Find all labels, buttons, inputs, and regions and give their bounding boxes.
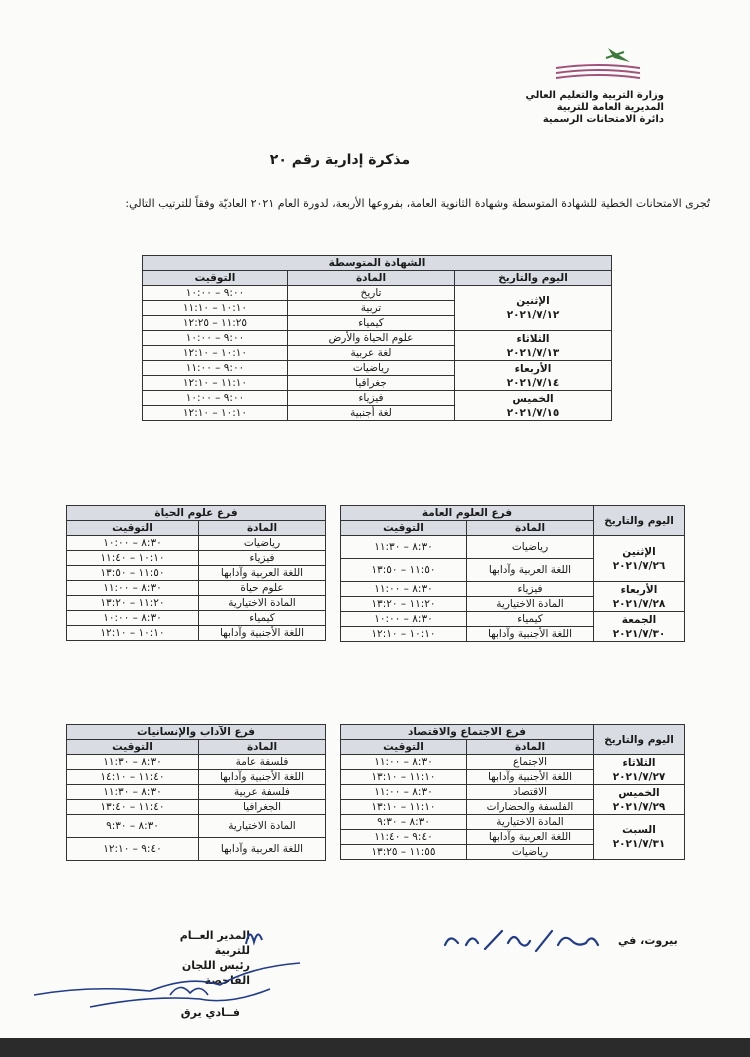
time-cell: ١١:٢٠ – ١٣:٢٠ xyxy=(67,596,199,611)
header-subject: المادة xyxy=(199,521,326,536)
subject-cell: المادة الاختيارية xyxy=(199,596,326,611)
time-cell: ٨:٣٠ – ١١:٠٠ xyxy=(67,581,199,596)
subject-cell: اللغة العربية وآدابها xyxy=(199,838,326,861)
director-name: فــادي يرق xyxy=(180,1006,240,1019)
time-cell: ٨:٣٠ – ١٠:٠٠ xyxy=(67,611,199,626)
table-row xyxy=(143,391,612,406)
table-row xyxy=(341,582,685,597)
header-time: التوقيت xyxy=(341,521,467,536)
subject-cell: رياضيات xyxy=(199,536,326,551)
day-date-cell xyxy=(594,582,685,612)
time-cell: ١١:٢٠ – ١٣:٢٠ xyxy=(341,597,467,612)
header-time: التوقيت xyxy=(67,740,199,755)
day-date-cell xyxy=(594,536,685,582)
subject-cell: لغة عربية xyxy=(288,346,455,361)
day-date: ٢٠٢١/٧/١٣ xyxy=(506,346,560,359)
table-row xyxy=(341,536,685,559)
handwritten-date-ink xyxy=(440,925,610,957)
time-cell: ١١:١٠ – ١٢:١٠ xyxy=(143,376,288,391)
subject-cell: اللغة الأجنبية وآدابها xyxy=(199,626,326,641)
subject-cell: فلسفة عربية xyxy=(199,785,326,800)
time-cell: ٩:٠٠ – ١٠:٠٠ xyxy=(143,391,288,406)
subject-cell: اللغة الأجنبية وآدابها xyxy=(467,770,594,785)
table-row xyxy=(67,596,326,611)
subject-cell: الاجتماع xyxy=(467,755,594,770)
subject-cell: اللغة الأجنبية وآدابها xyxy=(199,770,326,785)
subject-cell: الجغرافيا xyxy=(199,800,326,815)
table-row xyxy=(67,551,326,566)
time-cell: ١١:٤٠ – ١٤:١٠ xyxy=(67,770,199,785)
table-row xyxy=(67,626,326,641)
branch-title: فرع علوم الحياة xyxy=(67,506,326,521)
day-date: ٢٠٢١/٧/٢٩ xyxy=(612,800,666,813)
subject-cell: اللغة العربية وآدابها xyxy=(467,559,594,582)
subject-cell: رياضيات xyxy=(288,361,455,376)
subject-cell: فيزياء xyxy=(199,551,326,566)
branch-title: فرع الآداب والإنسانيات xyxy=(67,725,326,740)
table-row xyxy=(67,838,326,861)
day-date: ٢٠٢١/٧/١٥ xyxy=(506,406,560,419)
table-row xyxy=(341,785,685,800)
subject-cell: تاريخ xyxy=(288,286,455,301)
day-name: الثلاثاء xyxy=(516,332,550,345)
branch-title: فرع العلوم العامة xyxy=(341,506,594,521)
day-date: ٢٠٢١/٧/٢٨ xyxy=(612,597,666,610)
general-sciences-table xyxy=(340,505,685,642)
day-date: ٢٠٢١/٧/١٤ xyxy=(506,376,560,389)
subject-cell: الفلسفة والحضارات xyxy=(467,800,594,815)
subject-cell: فيزياء xyxy=(288,391,455,406)
day-date: ٢٠٢١/٧/٣٠ xyxy=(612,627,666,640)
time-cell: ١٠:١٠ – ١١:١٠ xyxy=(143,301,288,316)
day-name: الخميس xyxy=(618,786,660,799)
time-cell: ٨:٣٠ – ١١:٠٠ xyxy=(341,582,467,597)
table-row xyxy=(341,755,685,770)
subject-cell: رياضيات xyxy=(467,536,594,559)
subject-cell: لغة أجنبية xyxy=(288,406,455,421)
time-cell: ١١:١٠ – ١٣:١٠ xyxy=(341,770,467,785)
header-time: التوقيت xyxy=(341,740,467,755)
time-cell: ٩:٠٠ – ١١:٠٠ xyxy=(143,361,288,376)
time-cell: ١١:٤٠ – ١٣:٤٠ xyxy=(67,800,199,815)
day-name: الثلاثاء xyxy=(622,756,656,769)
day-date-cell xyxy=(594,785,685,815)
header-time: التوقيت xyxy=(67,521,199,536)
department-name: دائرة الامتحانات الرسمية xyxy=(542,114,664,125)
subject-cell: كيمياء xyxy=(288,316,455,331)
time-cell: ٨:٣٠ – ٩:٣٠ xyxy=(67,815,199,838)
day-date: ٢٠٢١/٧/٢٦ xyxy=(612,559,666,572)
time-cell: ٩:٤٠ – ١١:٤٠ xyxy=(341,830,467,845)
day-date-cell xyxy=(594,755,685,785)
day-name: السبت xyxy=(622,824,656,836)
day-date-cell xyxy=(455,391,612,421)
day-date-cell xyxy=(594,815,685,860)
time-cell: ٩:٤٠ – ١٢:١٠ xyxy=(67,838,199,861)
table-row xyxy=(143,286,612,301)
time-cell: ١٠:١٠ – ١٢:١٠ xyxy=(143,406,288,421)
header-subject: المادة xyxy=(467,740,594,755)
time-cell: ٨:٣٠ – ١١:٠٠ xyxy=(341,785,467,800)
table-row xyxy=(67,566,326,581)
time-cell: ٨:٣٠ – ١٠:٠٠ xyxy=(341,612,467,627)
life-sciences-table xyxy=(66,505,326,641)
table-row xyxy=(143,331,612,346)
day-date: ٢٠٢١/٧/٣١ xyxy=(612,838,666,850)
time-cell: ٨:٣٠ – ١٠:٠٠ xyxy=(67,536,199,551)
time-cell: ٨:٣٠ – ١١:٣٠ xyxy=(67,785,199,800)
header-subject: المادة xyxy=(199,740,326,755)
day-date-cell xyxy=(455,361,612,391)
time-cell: ١١:٢٥ – ١٢:٢٥ xyxy=(143,316,288,331)
time-cell: ١١:٥٠ – ١٣:٥٠ xyxy=(67,566,199,581)
header-day-date: اليوم والتاريخ xyxy=(594,725,685,755)
table-row xyxy=(67,611,326,626)
day-date: ٢٠٢١/٧/١٢ xyxy=(506,309,560,321)
subject-cell: جغرافيا xyxy=(288,376,455,391)
time-cell: ١١:٥٠ – ١٣:٥٠ xyxy=(341,559,467,582)
ministry-logo xyxy=(548,40,648,95)
table-row xyxy=(67,770,326,785)
place-date-label: بيروت، في xyxy=(618,934,678,947)
day-name: الإثنين xyxy=(516,295,550,307)
header-day-date: اليوم والتاريخ xyxy=(455,271,612,286)
ministry-header xyxy=(424,90,664,126)
subject-cell: كيمياء xyxy=(467,612,594,627)
brevet-table xyxy=(142,255,612,421)
time-cell: ٨:٣٠ – ٩:٣٠ xyxy=(341,815,467,830)
day-date-cell xyxy=(455,286,612,331)
screen-bottom-bar xyxy=(0,1038,750,1057)
subject-cell: علوم حياة xyxy=(199,581,326,596)
time-cell: ٩:٠٠ – ١٠:٠٠ xyxy=(143,331,288,346)
subject-cell: رياضيات xyxy=(467,845,594,860)
day-date: ٢٠٢١/٧/٢٧ xyxy=(612,770,666,783)
time-cell: ٩:٠٠ – ١٠:٠٠ xyxy=(143,286,288,301)
subject-cell: كيمياء xyxy=(199,611,326,626)
table-title: الشهادة المتوسطة xyxy=(143,256,612,271)
table-row xyxy=(67,536,326,551)
table-row xyxy=(67,581,326,596)
directorate-name: المديرية العامة للتربية xyxy=(556,102,664,113)
subject-cell: اللغة الأجنبية وآدابها xyxy=(467,627,594,642)
handwritten-date xyxy=(440,925,610,957)
day-name: الخميس xyxy=(512,392,554,405)
time-cell: ١٠:١٠ – ١٢:١٠ xyxy=(341,627,467,642)
subject-cell: اللغة العربية وآدابها xyxy=(467,830,594,845)
header-day-date: اليوم والتاريخ xyxy=(594,506,685,536)
subject-cell: المادة الاختيارية xyxy=(467,815,594,830)
time-cell: ١١:٥٥ – ١٣:٢٥ xyxy=(341,845,467,860)
time-cell: ١٠:١٠ – ١١:٤٠ xyxy=(67,551,199,566)
table-row xyxy=(67,800,326,815)
time-cell: ١١:١٠ – ١٣:١٠ xyxy=(341,800,467,815)
time-cell: ٨:٣٠ – ١١:٣٠ xyxy=(67,755,199,770)
intro-text: تُجرى الامتحانات الخطية للشهادة المتوسطة وشهادة الثانوية العامة، بفروعها الأربعة، لدورة العام ٢٠٢١ العاديّة وفقاً للترتيب التالي: xyxy=(125,197,710,210)
header-time: التوقيت xyxy=(143,271,288,286)
subject-cell: الاقتصاد xyxy=(467,785,594,800)
time-cell: ٨:٣٠ – ١١:٠٠ xyxy=(341,755,467,770)
day-date-cell xyxy=(594,612,685,642)
subject-cell: علوم الحياة والأرض xyxy=(288,331,455,346)
header-subject: المادة xyxy=(467,521,594,536)
table-row xyxy=(67,785,326,800)
header-subject: المادة xyxy=(288,271,455,286)
initials-mark xyxy=(242,924,266,950)
humanities-table xyxy=(66,724,326,861)
day-name: الأربعاء xyxy=(514,362,552,375)
subject-cell: تربية xyxy=(288,301,455,316)
committee-title: رئيس اللجان الفاحصة xyxy=(181,959,250,987)
subject-cell: المادة الاختيارية xyxy=(467,597,594,612)
table-row xyxy=(341,815,685,830)
table-row xyxy=(67,815,326,838)
day-name: الجمعة xyxy=(621,613,657,626)
table-row xyxy=(67,755,326,770)
subject-cell: فيزياء xyxy=(467,582,594,597)
table-row xyxy=(143,361,612,376)
subject-cell: المادة الاختيارية xyxy=(199,815,326,838)
day-name: الإثنين xyxy=(622,545,656,558)
ministry-name: وزارة التربية والتعليم العالي xyxy=(525,90,664,101)
memo-title: مذكرة إدارية رقم ٢٠ xyxy=(269,152,411,168)
table-row xyxy=(341,612,685,627)
day-date-cell xyxy=(455,331,612,361)
time-cell: ٨:٣٠ – ١١:٣٠ xyxy=(341,536,467,559)
day-name: الأربعاء xyxy=(620,583,658,596)
branch-title: فرع الاجتماع والاقتصاد xyxy=(341,725,594,740)
time-cell: ١٠:١٠ – ١٢:١٠ xyxy=(67,626,199,641)
time-cell: ١٠:١٠ – ١٢:١٠ xyxy=(143,346,288,361)
subject-cell: اللغة العربية وآدابها xyxy=(199,566,326,581)
director-title: المدير العــام للتربية xyxy=(179,929,250,957)
subject-cell: فلسفة عامة xyxy=(199,755,326,770)
socio-economics-table xyxy=(340,724,685,860)
